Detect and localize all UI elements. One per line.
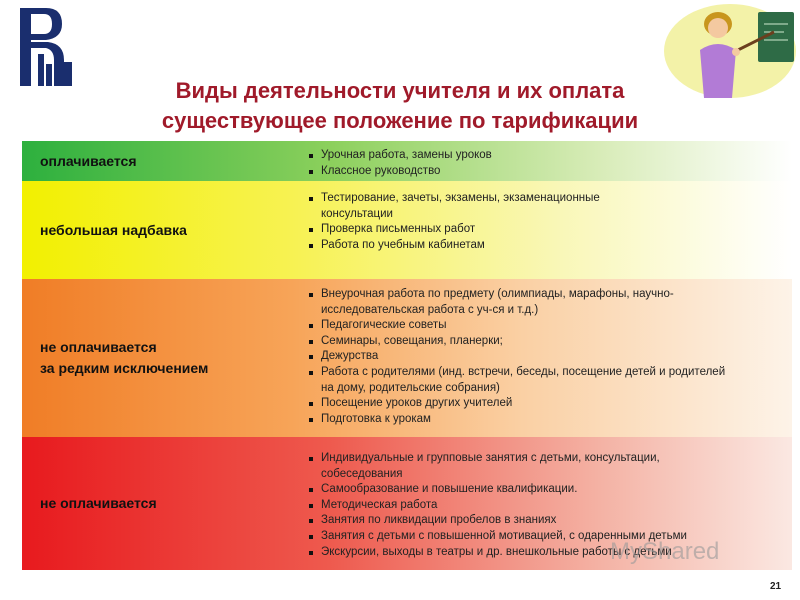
page-number: 21 [770,581,782,592]
list-item: на дому, родительские собрания) [321,381,500,394]
band-items-list [308,148,492,179]
list-item: Педагогические советы [308,318,725,334]
list-item: Подготовка к урокам [308,412,725,428]
band-unpaid-rare [22,279,792,437]
list-item: Дежурства [308,349,725,365]
watermark: MyShared [610,538,720,565]
band-label-line: оплачивается [40,152,137,169]
title-line-1: Виды деятельности учителя и их оплата [175,78,625,103]
slide-title [60,76,740,136]
band-label [40,181,187,279]
list-item: Тестирование, зачеты, экзамены, экзаменационные [308,191,600,207]
band-paid [22,141,792,181]
band-label-line: не оплачивается [40,495,157,511]
list-item: Посещение уроков других учителей [308,396,725,412]
list-item: Работа по учебным кабинетам [308,238,600,254]
list-item: Занятия по ликвидации пробелов в знаниях [308,513,687,529]
list-item: исследовательская работа с уч-ся и т.д.) [321,303,539,316]
list-item: консультации [321,207,393,220]
list-item: Урочная работа, замены уроков [308,148,492,164]
list-item: собеседования [321,467,403,480]
list-item: Экскурсии, выходы в театры и др. внешкольные работы с детьми [308,545,687,561]
band-small-bonus [22,181,792,279]
list-item: Классное руководство [308,164,492,180]
band-label [40,141,137,181]
list-item: Индивидуальные и групповые занятия с детьми, консультации, [308,451,687,467]
band-label-line: за редким исключением [40,360,209,376]
band-items-list [308,191,600,253]
list-item: Самообразование и повышение квалификации. [308,482,687,498]
band-label [40,279,208,437]
band-label [40,437,157,570]
title-line-2: существующее положение по тарификации [161,108,639,133]
list-item: Работа с родителями (инд. встречи, беседы, посещение детей и родителей [308,365,725,381]
list-item: Внеурочная работа по предмету (олимпиады, марафоны, научно- [308,287,725,303]
list-item: Проверка письменных работ [308,222,600,238]
list-item: Методическая работа [308,498,687,514]
band-label-line: небольшая надбавка [40,221,187,238]
list-item: Семинары, совещания, планерки; [308,334,725,350]
band-label-line: не оплачивается [40,339,157,355]
list-item: Занятия с детьми с повышенной мотивацией, с одаренными детьми [308,529,687,545]
band-items-list [308,287,725,427]
